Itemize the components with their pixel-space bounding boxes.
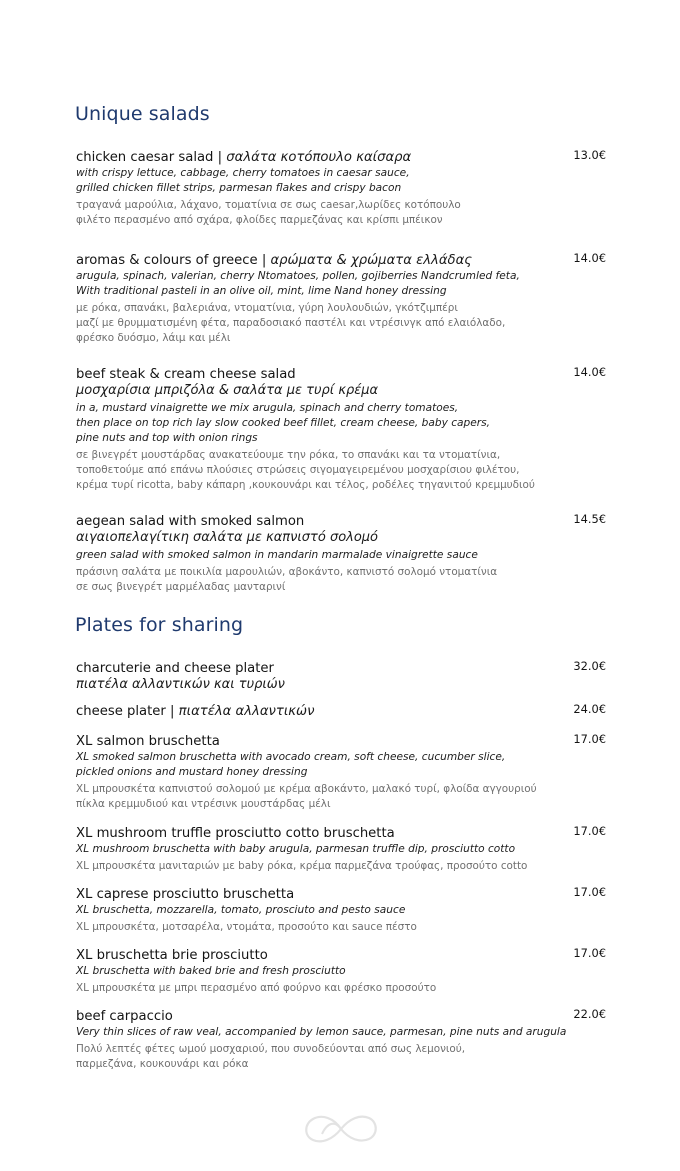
item-name-en: cheese plater | xyxy=(76,704,179,719)
item-name xyxy=(76,948,268,963)
item-price: 17.0€ xyxy=(573,885,606,899)
item-price: 14.5€ xyxy=(573,512,606,526)
description-line: τοποθετούμε από επάνω πλούσιες στρώσεις σιγομαγειρεμένου μοσχαρίσιου φιλέτου, xyxy=(76,464,520,476)
menu-item xyxy=(76,510,606,595)
description-line: then place on top rich lay slow cooked beef fillet, cream cheese, baby capers, xyxy=(76,417,491,429)
item-name-en: aromas & colours of greece | xyxy=(76,253,271,268)
item-name-gr: σαλάτα κοτόπουλο καίσαρα xyxy=(226,150,412,165)
item-description-gr xyxy=(76,198,606,228)
item-name xyxy=(76,1009,173,1024)
item-name xyxy=(76,661,274,676)
item-name xyxy=(76,704,314,719)
description-line: XL μπρουσκέτα μανιταριών με baby ρόκα, κρέμα παρμεζάνα τρούφας, προσούτο cotto xyxy=(76,860,528,872)
item-name xyxy=(76,887,294,902)
item-header-row xyxy=(76,700,606,719)
description-line: green salad with smoked salmon in mandarin marmalade vinaigrette sauce xyxy=(76,549,478,561)
item-description-gr xyxy=(76,920,606,935)
description-line: With traditional pasteli in an olive oil, mint, lime Nand honey dressing xyxy=(76,285,447,297)
description-line: pine nuts and top with onion rings xyxy=(76,432,258,444)
description-line: πράσινη σαλάτα με ποικιλία μαρουλιών, αβοκάντο, καπνιστό σολομό ντοματίνια xyxy=(76,566,498,578)
item-name-en: beef carpaccio xyxy=(76,1009,173,1024)
item-description-en xyxy=(76,842,606,857)
item-name-en: XL caprese prosciutto bruschetta xyxy=(76,887,295,902)
menu-item xyxy=(76,657,606,694)
menu-item xyxy=(76,700,606,719)
description-line: κρέμα τυρί ricotta, baby κάπαρη ,κουκουνάρι και τέλος, ροδέλες τηγανιτού κρεμμυδιού xyxy=(76,479,535,491)
item-header-row xyxy=(76,822,606,841)
item-description-en xyxy=(76,750,606,780)
item-description-en xyxy=(76,166,606,196)
item-name-gr: πιατέλα αλλαντικών xyxy=(178,704,315,719)
menu-item xyxy=(76,883,606,935)
item-header-row xyxy=(76,730,606,749)
description-line: grilled chicken fillet strips, parmesan flakes and crispy bacon xyxy=(76,182,402,194)
description-line: Πολύ λεπτές φέτες ωμού μοσχαριού, που συνοδεύονται από σως λεμονιού, xyxy=(76,1043,466,1055)
item-price: 24.0€ xyxy=(573,702,606,716)
description-line: μαζί με θρυμματισμένη φέτα, παραδοσιακό παστέλι και ντρέσινγκ από ελαιόλαδο, xyxy=(76,317,506,329)
item-name-en: beef steak & cream cheese salad xyxy=(76,367,296,382)
description-line: arugula, spinach, valerian, cherry Ntomatoes, pollen, gojiberries Nandcrumled feta, xyxy=(76,270,520,282)
description-line: XL bruschetta with baked brie and fresh prosciutto xyxy=(76,965,346,977)
item-description-en xyxy=(76,401,606,446)
item-name-en: XL salmon bruschetta xyxy=(76,734,220,749)
item-header-row xyxy=(76,249,606,268)
item-description-gr xyxy=(76,782,606,812)
item-price: 14.0€ xyxy=(573,251,606,265)
item-price: 22.0€ xyxy=(573,1007,606,1021)
description-line: πίκλα κρεμμυδιού και ντρέσινκ μουστάρδας μέλι xyxy=(76,798,331,810)
item-header-row xyxy=(76,510,606,529)
item-description-en xyxy=(76,964,606,979)
description-line: XL μπρουσκέτα με μπρι περασμένο από φούρνο και φρέσκο προσούτο xyxy=(76,982,437,994)
item-price: 17.0€ xyxy=(573,732,606,746)
item-name-en: charcuterie and cheese plater xyxy=(76,661,274,676)
item-price: 17.0€ xyxy=(573,824,606,838)
infinity-loop-logo-icon xyxy=(300,1108,382,1150)
menu-item xyxy=(76,146,606,228)
description-line: XL μπρουσκέτα, μοτσαρέλα, ντομάτα, προσούτο και sauce πέστο xyxy=(76,921,417,933)
description-line: φρέσκο δυόσμο, λάιμ και μέλι xyxy=(76,332,231,344)
item-header-row xyxy=(76,883,606,902)
item-price: 17.0€ xyxy=(573,946,606,960)
item-description-gr xyxy=(76,859,606,874)
item-name-en: XL bruschetta brie prosciutto xyxy=(76,948,268,963)
item-description-en xyxy=(76,548,606,563)
description-line: in a, mustard vinaigrette we mix arugula, spinach and cherry tomatoes, xyxy=(76,402,459,414)
item-subname-gr: μοσχαρίσια μπριζόλα & σαλάτα με τυρί κρέμα xyxy=(76,383,379,398)
description-line: σε σως βινεγρέτ μαρμέλαδας μανταρινί xyxy=(76,581,286,593)
description-line: τραγανά μαρούλια, λάχανο, τοματίνια σε σως caesar,λωρίδες κοτόπουλο xyxy=(76,199,461,211)
item-subname-gr: αιγαιοπελαγίτικη σαλάτα με καπνιστό σολομό xyxy=(76,530,379,545)
item-description-gr xyxy=(76,301,606,346)
item-description-gr xyxy=(76,448,606,493)
item-name-en: chicken caesar salad | xyxy=(76,150,227,165)
section-title-unique-salads: Unique salads xyxy=(75,103,210,125)
item-name-en: aegean salad with smoked salmon xyxy=(76,514,305,529)
item-description-gr xyxy=(76,1042,606,1072)
item-description-en xyxy=(76,903,606,918)
menu-item xyxy=(76,822,606,874)
item-header-row xyxy=(76,146,606,165)
item-description-en xyxy=(76,1025,606,1040)
description-line: with crispy lettuce, cabbage, cherry tomatoes in caesar sauce, xyxy=(76,167,410,179)
description-line: παρμεζάνα, κουκουνάρι και ρόκα xyxy=(76,1058,249,1070)
description-line: XL smoked salmon bruschetta with avocado cream, soft cheese, cucumber slice, xyxy=(76,751,506,763)
menu-item xyxy=(76,249,606,346)
description-line: φιλέτο περασμένο από σχάρα, φλοίδες παρμεζάνας και κρίσπι μπέικον xyxy=(76,214,443,226)
item-description-en xyxy=(76,269,606,299)
description-line: XL bruschetta, mozzarella, tomato, prosciuto and pesto sauce xyxy=(76,904,406,916)
menu-item xyxy=(76,944,606,996)
description-line: XL mushroom bruschetta with baby arugula, parmesan truffle dip, prosciutto cotto xyxy=(76,843,516,855)
description-line: σε βινεγρέτ μουστάρδας ανακατεύουμε την ρόκα, το σπανάκι και τα ντοματίνια, xyxy=(76,449,501,461)
item-name xyxy=(76,514,304,529)
item-subname-gr: πιατέλα αλλαντικών και τυριών xyxy=(76,677,285,692)
item-name-gr: αρώματα & χρώματα ελλάδας xyxy=(270,253,473,268)
item-name xyxy=(76,734,220,749)
item-price: 14.0€ xyxy=(573,365,606,379)
item-header-row xyxy=(76,944,606,963)
item-header-row xyxy=(76,363,606,382)
item-description-gr xyxy=(76,565,606,595)
item-name xyxy=(76,253,472,268)
menu-item xyxy=(76,730,606,812)
description-line: XL μπρουσκέτα καπνιστού σολομού με κρέμα αβοκάντο, μαλακό τυρί, φλοίδα αγγουριού xyxy=(76,783,537,795)
item-price: 32.0€ xyxy=(573,659,606,673)
item-name-en: XL mushroom truffle prosciutto cotto bruschetta xyxy=(76,826,395,841)
menu-item xyxy=(76,1005,606,1072)
item-name xyxy=(76,826,395,841)
description-line: Very thin slices of raw veal, accompanied by lemon sauce, parmesan, pine nuts and arugula xyxy=(76,1026,567,1038)
item-name xyxy=(76,367,296,382)
description-line: pickled onions and mustard honey dressing xyxy=(76,766,308,778)
section-title-plates-for-sharing: Plates for sharing xyxy=(75,614,244,636)
menu-item xyxy=(76,363,606,493)
item-header-row xyxy=(76,1005,606,1024)
item-price: 13.0€ xyxy=(573,148,606,162)
item-name xyxy=(76,150,411,165)
description-line: με ρόκα, σπανάκι, βαλεριάνα, ντοματίνια, γύρη λουλουδιών, γκότζιμπέρι xyxy=(76,302,458,314)
item-header-row xyxy=(76,657,606,676)
item-description-gr xyxy=(76,981,606,996)
